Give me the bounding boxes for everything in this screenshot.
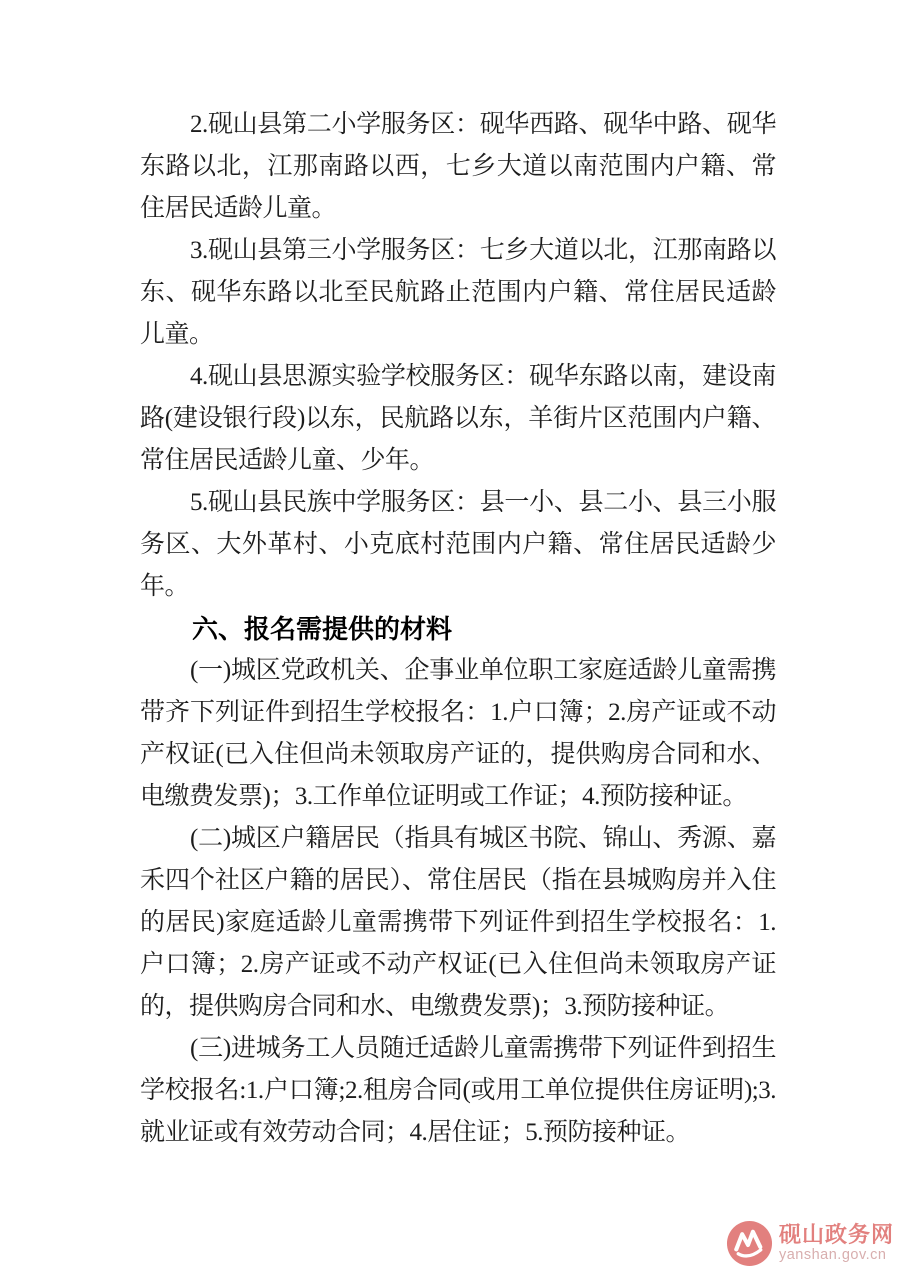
site-url: yanshan.gov.cn <box>778 1247 887 1264</box>
site-name: 砚山政务网 <box>778 1222 894 1248</box>
paragraph-service-area-3: 3.砚山县第三小学服务区：七乡大道以北，江那南路以东、砚华东路以北至民航路止范围内户籍、常住居民适龄儿童。 <box>140 237 776 348</box>
paragraph-materials-2: (二)城区户籍居民（指具有城区书院、锦山、秀源、嘉禾四个社区户籍的居民）、常住居民（指在县城购房并入住的居民)家庭适龄儿童需携带下列证件到招生学校报名：1.户口簿；2.房产证或不动产权证(已入住但尚未领取房产证的，提供购房合同和水、电缴费发票)；3.预防接种证。 <box>140 825 776 1020</box>
paragraph-service-area-5: 5.砚山县民族中学服务区：县一小、县二小、县三小服务区、大外革村、小克底村范围内户籍、常住居民适龄少年。 <box>140 489 776 600</box>
paragraph-service-area-2: 2.砚山县第二小学服务区：砚华西路、砚华中路、砚华东路以北，江那南路以西，七乡大道以南范围内户籍、常住居民适龄儿童。 <box>140 111 776 222</box>
paragraph-materials-1: (一)城区党政机关、企事业单位职工家庭适龄儿童需携带齐下列证件到招生学校报名：1.户口簿；2.房产证或不动产权证(已入住但尚未领取房产证的，提供购房合同和水、电缴费发票)；3.工作单位证明或工作证；4.预防接种证。 <box>140 657 776 810</box>
paragraph-service-area-4: 4.砚山县思源实验学校服务区：砚华东路以南，建设南路(建设银行段)以东，民航路以东，羊街片区范围内户籍、常住居民适龄儿童、少年。 <box>140 363 776 474</box>
paragraph-materials-3: (三)进城务工人员随迁适龄儿童需携带下列证件到招生学校报名:1.户口簿;2.租房合同(或用工单位提供住房证明);3.就业证或有效劳动合同；4.居住证；5.预防接种证。 <box>140 1035 776 1146</box>
site-watermark-text <box>779 1224 894 1263</box>
document-body <box>140 104 776 1154</box>
mountain-m-icon <box>726 1220 773 1267</box>
section-heading-materials: 六、报名需提供的材料 <box>192 614 453 644</box>
site-watermark <box>726 1220 894 1267</box>
